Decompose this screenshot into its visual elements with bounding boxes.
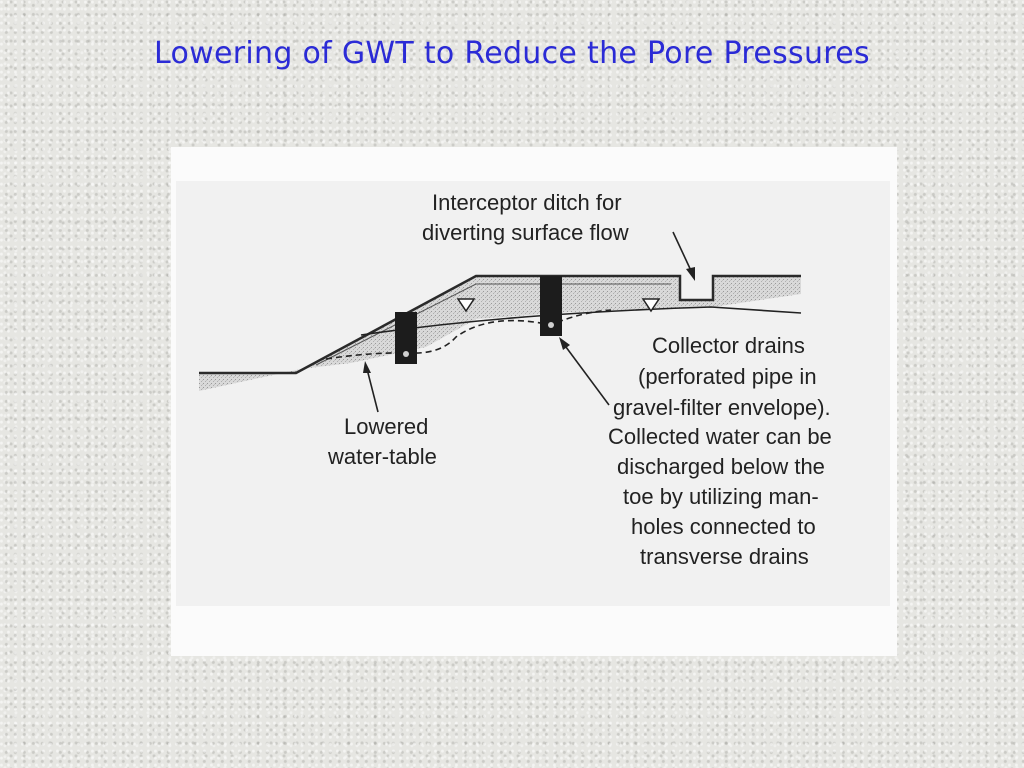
collector-label-line: Collected water can be <box>608 424 832 449</box>
diagram-panel <box>171 147 897 656</box>
interceptor-label-line2: diverting surface flow <box>422 220 629 245</box>
lowered-label-line1: Lowered <box>344 414 429 439</box>
collector-label-line: toe by utilizing man- <box>623 484 819 509</box>
drainage-diagram <box>171 147 897 656</box>
interceptor-label-line1: Interceptor ditch for <box>432 190 622 215</box>
collector-label-line: Collector drains <box>652 333 805 358</box>
lowered-label-line2: water-table <box>328 444 437 469</box>
drain-pipe-icon <box>548 322 554 328</box>
collector-label-line: transverse drains <box>640 544 809 569</box>
drain-pipe-icon <box>403 351 409 357</box>
collector-label-line: (perforated pipe in <box>638 364 817 389</box>
collector-label-line: discharged below the <box>617 454 825 479</box>
slide-title: Lowering of GWT to Reduce the Pore Pressures <box>154 36 870 71</box>
collector-label-line: holes connected to <box>631 514 816 539</box>
collector-label-line: gravel-filter envelope). <box>613 395 831 420</box>
